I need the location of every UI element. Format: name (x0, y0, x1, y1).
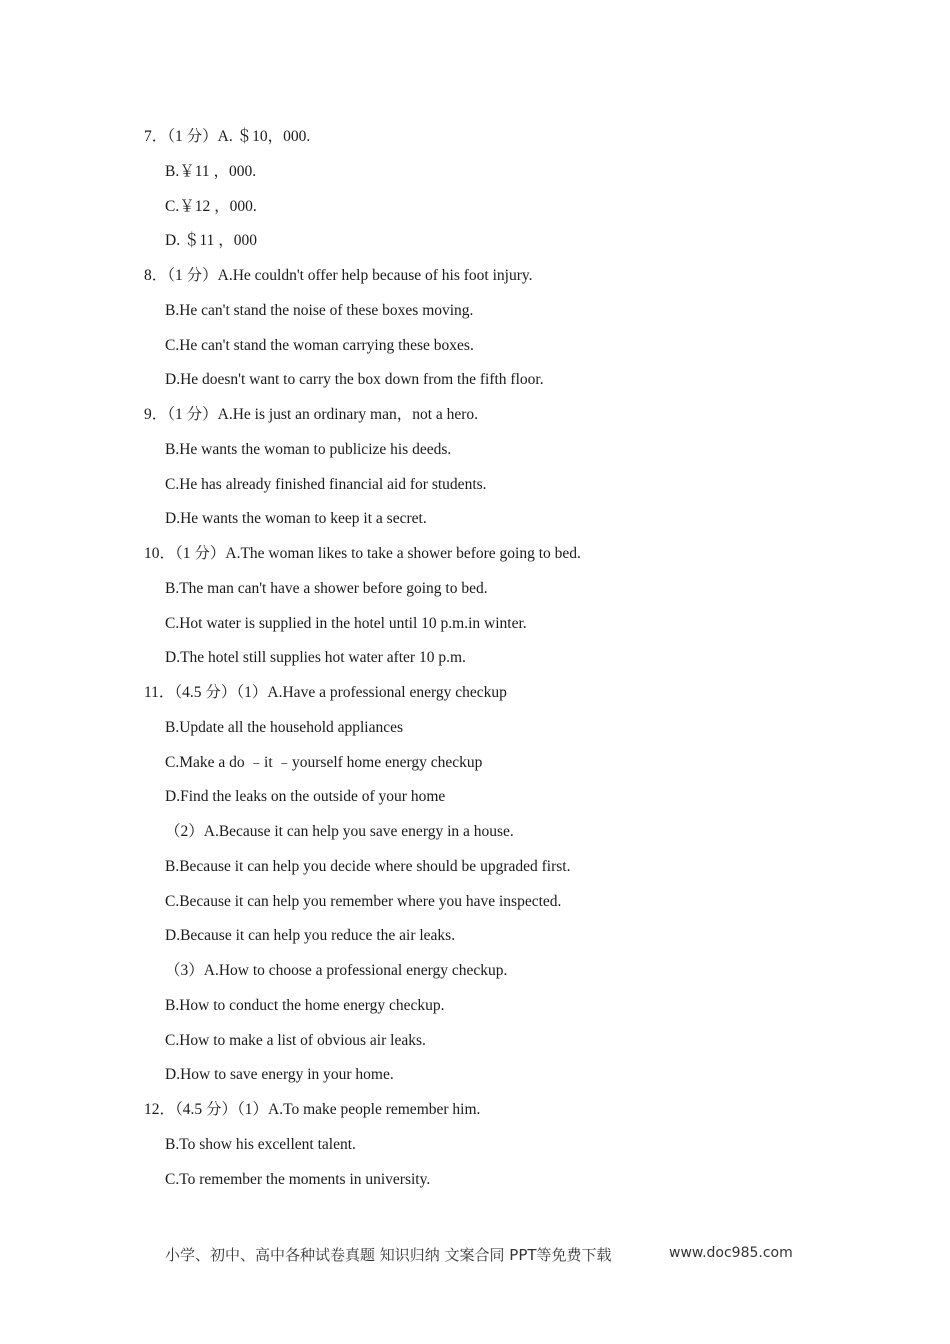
option-line: B.The man can't have a shower before going to bed. (165, 579, 488, 597)
option-line: D. ＄11 ，000 (165, 232, 257, 250)
question-line: 11．（4.5 分）（1）A.Have a professional energy checkup (144, 684, 507, 701)
option-line: C.To remember the moments in university. (165, 1170, 431, 1188)
option-line: B.How to conduct the home energy checkup. (165, 996, 445, 1014)
option-line: C.Make a do ﹣it ﹣yourself home energy checkup (165, 753, 483, 771)
question-line: 12．（4.5 分）（1）A.To make people remember him. (144, 1101, 481, 1118)
option-line: D.He wants the woman to keep it a secret. (165, 510, 427, 528)
option-line: D.Find the leaks on the outside of your home (165, 788, 446, 806)
option-line: C.He can't stand the woman carrying these boxes. (165, 336, 474, 354)
option-line: B.Because it can help you decide where should be upgraded first. (165, 857, 571, 875)
sub-question-line: （2）A.Because it can help you save energy in a house. (165, 823, 514, 840)
option-line: C.Hot water is supplied in the hotel until 10 p.m.in winter. (165, 614, 527, 632)
question-line: 8．（1 分）A.He couldn't offer help because of his foot injury. (144, 267, 533, 284)
option-line: C.￥12 ，000. (165, 197, 257, 215)
footer-url[interactable]: www.doc985.com (669, 1245, 793, 1261)
option-line: B.Update all the household appliances (165, 718, 404, 736)
question-line: 10．（1 分）A.The woman likes to take a shower before going to bed. (144, 545, 581, 562)
sub-question-line: （3）A.How to choose a professional energy checkup. (165, 962, 508, 979)
footer-text: 小学、初中、高中各种试卷真题 知识归纳 文案合同 PPT等免费下载 (165, 1246, 612, 1264)
question-line: 9．（1 分）A.He is just an ordinary man，not a hero. (144, 406, 479, 423)
option-line: B.￥11 ，000. (165, 162, 257, 180)
option-line: D.He doesn't want to carry the box down from the fifth floor. (165, 371, 544, 389)
option-line: D.The hotel still supplies hot water after 10 p.m. (165, 649, 466, 667)
option-line: C.He has already finished financial aid for students. (165, 475, 487, 493)
option-line: B.He can't stand the noise of these boxes moving. (165, 301, 474, 319)
option-line: C.How to make a list of obvious air leaks. (165, 1031, 426, 1049)
option-line: B.To show his excellent talent. (165, 1135, 356, 1153)
option-line: D.Because it can help you reduce the air leaks. (165, 927, 456, 945)
option-line: C.Because it can help you remember where you have inspected. (165, 892, 562, 910)
question-line: 7．（1 分）A. ＄10，000. (144, 128, 311, 145)
option-line: B.He wants the woman to publicize his deeds. (165, 440, 452, 458)
option-line: D.How to save energy in your home. (165, 1066, 394, 1084)
